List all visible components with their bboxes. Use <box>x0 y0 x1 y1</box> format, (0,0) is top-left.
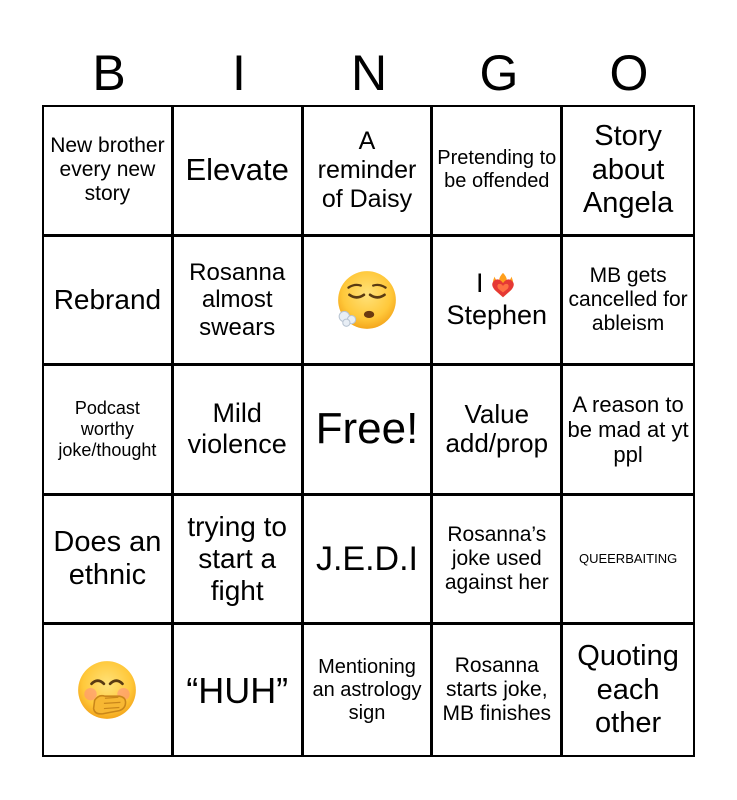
header-letter-o: O <box>609 45 649 101</box>
cell-text: Quoting each other <box>577 640 679 739</box>
cell-text: A reason to be mad at yt ppl <box>567 391 689 468</box>
bingo-cell-r4-c1[interactable] <box>44 496 174 626</box>
bingo-cell-r4-c3[interactable] <box>304 496 434 626</box>
header-letter-g: G <box>479 45 519 101</box>
bingo-cell-r4-c4[interactable] <box>433 496 563 626</box>
cell-text: Elevate <box>185 152 289 188</box>
bingo-cell-r3-c1[interactable] <box>44 366 174 496</box>
cell-text: J.E.D.I <box>315 539 418 578</box>
bingo-cell-r3-c2[interactable] <box>174 366 304 496</box>
cell-text: A reminder of Daisy <box>317 127 417 213</box>
bingo-cell-r5-c4[interactable] <box>433 625 563 755</box>
cell-text: Mentioning an astrology sign <box>312 655 422 724</box>
cell-text-line1 <box>446 268 547 300</box>
bingo-cell-r2-c2[interactable] <box>174 237 304 367</box>
cell-text: Podcast worthy joke/thought <box>58 398 157 460</box>
cell-text: Rosanna almost swears <box>189 258 286 341</box>
cell-text: Pretending to be offended <box>437 147 557 193</box>
cell-text: Value add/prop <box>445 398 549 459</box>
cell-text <box>446 268 547 331</box>
bingo-cell-r3-c4[interactable] <box>433 366 563 496</box>
hand-over-mouth-face-icon <box>74 657 140 723</box>
header-letter-b: B <box>92 45 126 101</box>
cell-text: New brother every new story <box>50 134 165 206</box>
cell-text-i: I <box>476 268 484 299</box>
cell-text: Rosanna starts joke, MB finishes <box>442 653 552 726</box>
cell-text: Does an ethnic <box>53 525 162 592</box>
cell-text: “HUH” <box>186 669 289 711</box>
cell-text: QUEERBAITING <box>578 550 678 566</box>
bingo-cell-r5-c1[interactable] <box>44 625 174 755</box>
bingo-cell-r1-c5[interactable] <box>563 107 693 237</box>
bingo-cell-r1-c1[interactable] <box>44 107 174 237</box>
cell-text: MB gets cancelled for ableism <box>568 263 688 335</box>
bingo-header <box>44 42 694 104</box>
bingo-cell-r1-c4[interactable] <box>433 107 563 237</box>
bingo-cell-r5-c3[interactable] <box>304 625 434 755</box>
bingo-cell-r2-c5[interactable] <box>563 237 693 367</box>
bingo-cell-r2-c1[interactable] <box>44 237 174 367</box>
header-letter-i: I <box>232 45 246 101</box>
cell-text: Rebrand <box>53 283 162 315</box>
cell-text: Mild violence <box>187 398 287 460</box>
exhaling-face-icon <box>334 267 400 333</box>
heart-on-fire-icon <box>488 270 518 300</box>
bingo-cell-r4-c5[interactable] <box>563 496 693 626</box>
bingo-cell-r2-c3[interactable] <box>304 237 434 367</box>
bingo-cell-r1-c3[interactable] <box>304 107 434 237</box>
bingo-board <box>42 105 695 757</box>
bingo-cell-r3-c3[interactable] <box>304 366 434 496</box>
cell-text: Story about Angela <box>582 120 674 219</box>
header-letter-n: N <box>350 45 388 101</box>
bingo-cell-r4-c2[interactable] <box>174 496 304 626</box>
cell-text: Free! <box>315 404 419 454</box>
cell-text: trying to start a fight <box>187 510 287 607</box>
bingo-cell-r5-c5[interactable] <box>563 625 693 755</box>
cell-text: Rosanna’s joke used against her <box>444 522 549 595</box>
cell-text-stephen: Stephen <box>446 300 548 331</box>
bingo-cell-r2-c4[interactable] <box>433 237 563 367</box>
bingo-cell-r1-c2[interactable] <box>174 107 304 237</box>
bingo-cell-r5-c2[interactable] <box>174 625 304 755</box>
bingo-cell-r3-c5[interactable] <box>563 366 693 496</box>
